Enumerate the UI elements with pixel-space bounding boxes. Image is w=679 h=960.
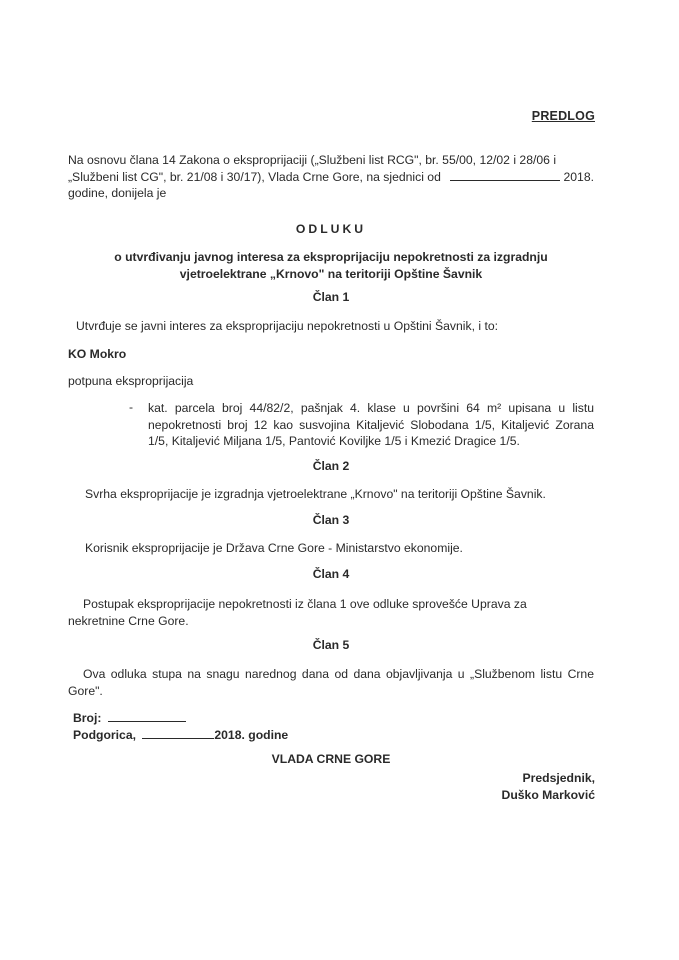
parcel-line-2: nepokretnosti broj 12 kao susvojina Kitaljević Slobodana 1/5, Kitaljević Zorana xyxy=(148,417,594,432)
preamble-line-2-text: „Službeni list CG", br. 21/08 i 30/17), Vlada Crne Gore, na sjednici od xyxy=(68,169,441,184)
preamble-line-1: Na osnovu člana 14 Zakona o eksproprijaciji („Službeni list RCG", br. 55/00, 12/02 i 28/06 i xyxy=(68,153,557,167)
article-4-line-1: Postupak eksproprijacije nepokretnosti iz člana 1 ove odluke sprovešće Uprava za xyxy=(83,597,527,611)
article-5-heading: Član 5 xyxy=(312,638,350,652)
draft-label: PREDLOG xyxy=(531,109,595,123)
article-5-text xyxy=(68,666,594,699)
document-number-block xyxy=(73,710,288,743)
place-date-line xyxy=(73,727,288,744)
article-2-heading: Član 2 xyxy=(312,459,350,473)
article-3-heading: Član 3 xyxy=(312,513,350,527)
article-4-line-2: nekretnine Crne Gore. xyxy=(68,613,189,628)
preamble-line-3: godine, donijela je xyxy=(68,186,167,200)
article-5-line-2: Gore". xyxy=(68,683,103,698)
session-date-field xyxy=(450,169,594,186)
article-4-text xyxy=(68,596,594,629)
expropriation-type: potpuna eksproprijacija xyxy=(68,374,194,388)
bullet-dash: - xyxy=(129,400,134,414)
signatory-title: Predsjednik, xyxy=(522,771,595,785)
parcel-line-1: kat. parcela broj 44/82/2, pašnjak 4. klase u površini 64 m² upisana u listu xyxy=(148,401,594,415)
decision-subtitle xyxy=(68,249,594,282)
session-date-blank xyxy=(450,169,560,181)
place-label: Podgorica, xyxy=(73,727,136,742)
article-5-line-1: Ova odluka stupa na snagu narednog dana od dana objavljivanja u „Službenom listu Crne xyxy=(83,667,594,681)
decision-subtitle-line-1: o utvrđivanju javnog interesa za eksproprijaciju nepokretnosti za izgradnju xyxy=(114,250,548,264)
cadastral-municipality: KO Mokro xyxy=(68,347,127,361)
preamble-line-2 xyxy=(68,169,594,186)
date-suffix: 2018. godine xyxy=(214,727,289,742)
article-2-text: Svrha eksproprijacije je izgradnja vjetroelektrane „Krnovo" na teritoriji Opštine Šavnik. xyxy=(85,487,546,501)
session-year: 2018. xyxy=(563,169,594,184)
parcel-description xyxy=(148,400,594,450)
article-4-heading: Član 4 xyxy=(312,567,350,581)
document-number-label: Broj: xyxy=(73,711,102,725)
article-1-heading: Član 1 xyxy=(312,290,350,304)
decision-title: ODLUKU xyxy=(295,222,367,236)
document-number-blank xyxy=(108,710,186,722)
parcel-line-3: 1/5, Kitaljević Miljana 1/5, Pantović Koviljke 1/5 i Kmezić Dragice 1/5. xyxy=(148,434,520,448)
date-blank xyxy=(142,727,214,739)
signature-block xyxy=(502,770,595,803)
issuer: VLADA CRNE GORE xyxy=(271,752,391,766)
document-number-line xyxy=(73,710,288,727)
decision-subtitle-line-2: vjetroelektrane „Krnovo" na teritoriji Opštine Šavnik xyxy=(179,266,483,281)
article-1-text: Utvrđuje se javni interes za eksproprijaciju nepokretnosti u Opštini Šavnik, i to: xyxy=(76,319,499,333)
preamble xyxy=(68,152,594,202)
signatory-name: Duško Marković xyxy=(501,787,595,802)
article-3-text: Korisnik eksproprijacije je Država Crne Gore - Ministarstvo ekonomije. xyxy=(85,541,463,555)
